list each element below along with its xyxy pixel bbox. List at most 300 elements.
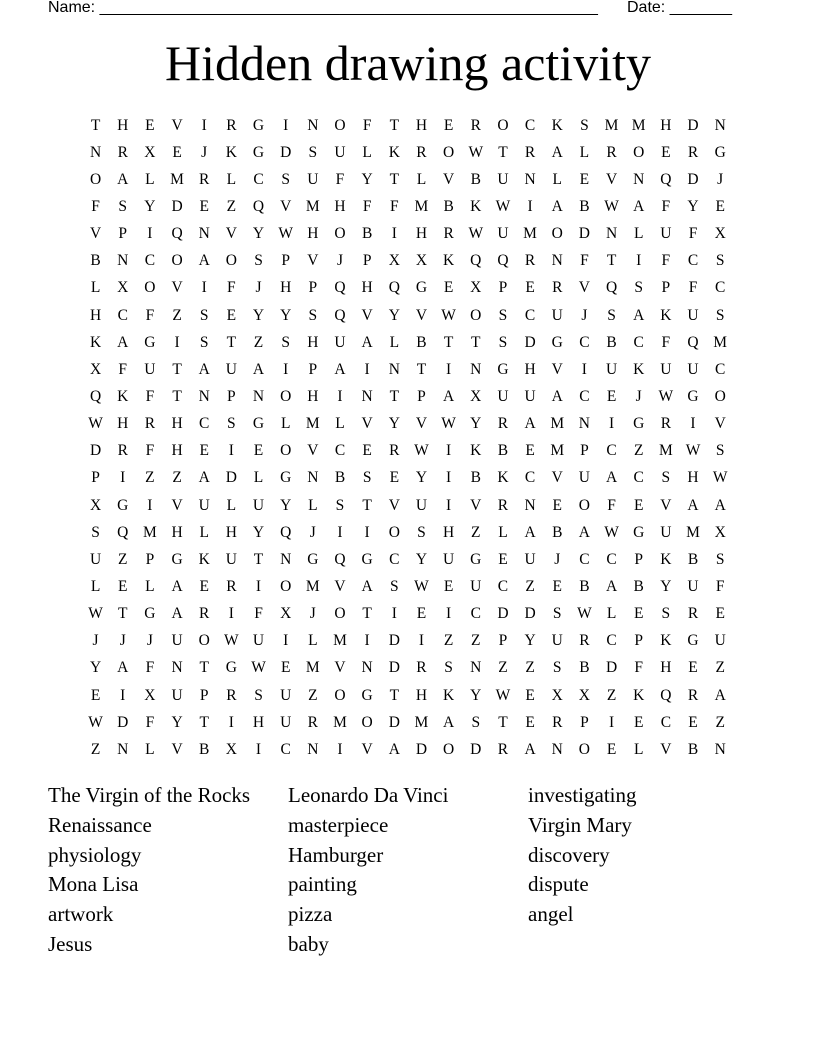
grid-letter: E: [525, 686, 535, 704]
grid-letter: E: [362, 442, 372, 460]
grid-letter: O: [361, 713, 373, 731]
grid-letter: I: [120, 686, 126, 704]
grid-letter: T: [253, 550, 264, 568]
grid-letter: K: [633, 360, 645, 378]
grid-letter: C: [389, 550, 400, 568]
grid-letter: K: [660, 550, 672, 568]
grid-letter: W: [712, 469, 728, 487]
grid-letter: S: [715, 252, 725, 270]
grid-letter: I: [527, 197, 533, 215]
grid-letter: Z: [253, 333, 264, 351]
grid-letter: T: [498, 143, 508, 161]
grid-letter: U: [714, 632, 726, 650]
grid-letter: O: [578, 496, 590, 514]
grid-letter: F: [634, 659, 644, 677]
grid-letter: U: [307, 170, 319, 188]
grid-letter: Y: [361, 170, 373, 188]
grid-letter: C: [524, 306, 536, 324]
grid-letter: I: [283, 632, 289, 650]
grid-letter: X: [551, 686, 563, 704]
grid-letter: U: [144, 360, 156, 378]
grid-letter: I: [446, 360, 452, 378]
grid-letter: O: [225, 252, 237, 270]
grid-letter: W: [495, 197, 511, 215]
grid-letter: N: [198, 387, 210, 405]
grid-letter: E: [199, 442, 209, 460]
grid-letter: N: [605, 225, 618, 243]
grid-letter: H: [117, 116, 129, 134]
word-list-item: dispute: [528, 872, 589, 897]
grid-letter: A: [198, 252, 210, 270]
grid-letter: R: [199, 170, 210, 188]
grid-letter: A: [361, 577, 373, 595]
grid-letter: U: [687, 360, 699, 378]
grid-letter: H: [334, 197, 346, 215]
grid-letter: Q: [334, 306, 346, 324]
grid-letter: P: [634, 632, 644, 650]
grid-letter: L: [226, 496, 237, 514]
grid-letter: G: [225, 659, 237, 677]
grid-letter: R: [524, 143, 536, 161]
grid-letter: M: [713, 333, 728, 351]
grid-letter: Q: [252, 197, 265, 215]
grid-letter: X: [89, 496, 102, 514]
grid-letter: R: [552, 713, 563, 731]
word-search-grid: [82, 112, 734, 763]
grid-letter: E: [633, 605, 644, 623]
grid-letter: V: [171, 279, 183, 297]
word-list-item: The Virgin of the Rocks: [48, 783, 251, 807]
grid-letter: K: [660, 632, 672, 650]
grid-letter: B: [579, 659, 590, 677]
grid-letter: S: [552, 605, 562, 623]
grid-letter: O: [633, 143, 645, 161]
grid-letter: F: [118, 360, 128, 378]
grid-letter: C: [715, 279, 726, 297]
grid-letter: C: [524, 469, 536, 487]
grid-letter: G: [497, 360, 509, 378]
grid-letter: S: [227, 415, 236, 433]
grid-letter: W: [278, 225, 293, 243]
grid-letter: E: [606, 740, 617, 758]
grid-letter: J: [554, 550, 561, 568]
grid-letter: W: [658, 387, 674, 405]
grid-letter: A: [388, 740, 400, 758]
grid-letter: Y: [470, 415, 482, 433]
grid-letter: E: [253, 442, 264, 460]
grid-letter: P: [362, 252, 372, 270]
grid-letter: P: [308, 360, 318, 378]
grid-letter: G: [361, 686, 373, 704]
grid-letter: V: [415, 415, 428, 433]
grid-letter: F: [145, 387, 155, 405]
grid-letter: H: [280, 279, 292, 297]
grid-letter: I: [446, 496, 452, 514]
grid-letter: E: [552, 577, 562, 595]
grid-letter: Z: [471, 523, 481, 541]
grid-letter: Z: [118, 550, 128, 568]
grid-letter: A: [334, 360, 346, 378]
grid-letter: A: [198, 360, 210, 378]
grid-letter: S: [661, 469, 671, 487]
grid-letter: M: [305, 659, 320, 677]
grid-letter: O: [144, 279, 156, 297]
grid-letter: U: [415, 496, 428, 514]
grid-letter: F: [227, 279, 236, 297]
grid-letter: G: [687, 632, 699, 650]
grid-letter: M: [414, 713, 429, 731]
grid-letter: N: [524, 170, 536, 188]
grid-letter: N: [171, 659, 183, 677]
grid-letter: L: [416, 170, 427, 188]
grid-letter: G: [117, 496, 129, 514]
grid-letter: H: [660, 116, 672, 134]
name-field-label: Name: ________________________________________________________: [48, 0, 598, 16]
grid-letter: I: [337, 523, 343, 541]
grid-letter: X: [714, 225, 726, 243]
grid-letter: P: [199, 686, 209, 704]
grid-letter: O: [578, 740, 590, 758]
grid-letter: T: [389, 387, 400, 405]
grid-letter: U: [660, 360, 672, 378]
grid-letter: D: [171, 197, 183, 215]
grid-letter: L: [90, 577, 101, 595]
grid-letter: G: [415, 279, 428, 297]
grid-letter: T: [199, 659, 209, 677]
grid-letter: O: [89, 170, 102, 188]
grid-letter: F: [145, 713, 155, 731]
grid-letter: B: [606, 333, 617, 351]
grid-letter: U: [280, 686, 292, 704]
grid-letter: C: [144, 252, 156, 270]
grid-letter: J: [201, 143, 208, 161]
grid-letter: M: [631, 116, 646, 134]
grid-letter: Q: [334, 550, 346, 568]
grid-letter: V: [307, 442, 319, 460]
grid-letter: T: [606, 252, 617, 270]
grid-letter: F: [362, 116, 372, 134]
grid-letter: M: [333, 632, 347, 650]
grid-letter: S: [335, 496, 345, 514]
grid-letter: N: [280, 550, 292, 568]
grid-letter: B: [470, 170, 481, 188]
grid-letter: M: [305, 415, 320, 433]
grid-letter: S: [715, 306, 725, 324]
grid-letter: O: [280, 387, 292, 405]
grid-letter: T: [172, 360, 182, 378]
grid-letter: E: [199, 197, 209, 215]
grid-letter: J: [119, 632, 126, 650]
grid-letter: H: [225, 523, 237, 541]
grid-letter: A: [361, 333, 373, 351]
grid-letter: R: [226, 116, 237, 134]
grid-letter: L: [633, 225, 644, 243]
grid-letter: F: [607, 496, 616, 514]
grid-letter: U: [497, 225, 509, 243]
grid-letter: Y: [415, 469, 428, 487]
grid-letter: A: [551, 197, 563, 215]
grid-letter: T: [199, 713, 209, 731]
grid-letter: D: [388, 713, 400, 731]
grid-letter: N: [633, 170, 645, 188]
grid-letter: B: [443, 197, 454, 215]
grid-letter: D: [89, 442, 102, 460]
grid-letter: T: [389, 686, 400, 704]
grid-letter: C: [606, 632, 617, 650]
grid-letter: H: [307, 387, 319, 405]
grid-letter: Y: [687, 197, 699, 215]
grid-letter: M: [604, 116, 619, 134]
grid-letter: C: [199, 415, 210, 433]
grid-letter: D: [687, 170, 699, 188]
grid-letter: M: [658, 442, 673, 460]
grid-letter: O: [443, 740, 455, 758]
grid-letter: M: [333, 713, 347, 731]
grid-letter: I: [283, 116, 289, 134]
grid-letter: S: [118, 197, 128, 215]
grid-letter: I: [364, 523, 370, 541]
grid-letter: F: [661, 252, 671, 270]
grid-letter: L: [199, 523, 209, 541]
grid-letter: T: [443, 333, 454, 351]
grid-letter: I: [608, 713, 615, 731]
grid-letter: Y: [280, 306, 292, 324]
grid-letter: Q: [470, 252, 482, 270]
grid-letter: S: [634, 279, 644, 297]
grid-letter: N: [470, 659, 482, 677]
grid-letter: V: [171, 496, 183, 514]
grid-letter: R: [443, 225, 454, 243]
grid-letter: R: [687, 686, 699, 704]
grid-letter: C: [497, 577, 509, 595]
grid-letter: A: [551, 387, 563, 405]
grid-letter: V: [171, 116, 183, 134]
grid-letter: H: [171, 442, 183, 460]
grid-letter: R: [687, 143, 699, 161]
grid-letter: G: [252, 116, 265, 134]
grid-letter: D: [497, 605, 509, 623]
grid-letter: Q: [89, 387, 102, 405]
grid-letter: E: [199, 577, 209, 595]
grid-letter: D: [225, 469, 237, 487]
grid-letter: Y: [171, 713, 183, 731]
grid-letter: L: [308, 496, 318, 514]
grid-letter: W: [414, 577, 429, 595]
grid-letter: U: [687, 577, 699, 595]
grid-letter: T: [471, 333, 481, 351]
grid-letter: Y: [89, 659, 102, 677]
grid-letter: P: [580, 442, 589, 460]
grid-letter: S: [199, 306, 209, 324]
grid-letter: C: [633, 469, 644, 487]
grid-letter: E: [90, 686, 101, 704]
grid-letter: A: [714, 686, 726, 704]
grid-letter: A: [171, 577, 183, 595]
grid-letter: D: [280, 143, 292, 161]
grid-letter: S: [444, 659, 453, 677]
grid-letter: H: [171, 415, 183, 433]
grid-letter: A: [524, 415, 536, 433]
grid-letter: S: [199, 333, 209, 351]
grid-letter: A: [117, 659, 129, 677]
grid-letter: A: [633, 197, 645, 215]
grid-letter: H: [89, 306, 102, 324]
grid-letter: V: [280, 197, 292, 215]
grid-letter: H: [415, 225, 428, 243]
grid-letter: H: [443, 523, 455, 541]
grid-letter: W: [468, 143, 484, 161]
grid-letter: U: [225, 360, 237, 378]
grid-letter: X: [117, 279, 129, 297]
grid-letter: E: [579, 170, 590, 188]
grid-letter: Z: [525, 577, 535, 595]
grid-letter: U: [225, 550, 237, 568]
grid-letter: I: [283, 360, 289, 378]
grid-letter: N: [714, 116, 726, 134]
word-list-item: investigating: [528, 783, 637, 807]
grid-letter: R: [687, 605, 699, 623]
worksheet-header: [48, 0, 748, 20]
grid-letter: X: [415, 252, 428, 270]
grid-letter: R: [226, 577, 237, 595]
grid-letter: S: [362, 469, 372, 487]
grid-letter: R: [144, 415, 156, 433]
word-list-item: pizza: [288, 902, 333, 927]
grid-letter: C: [579, 387, 590, 405]
grid-letter: W: [224, 632, 239, 650]
grid-letter: X: [225, 740, 237, 758]
grid-letter: Q: [388, 279, 400, 297]
grid-letter: V: [361, 740, 373, 758]
grid-letter: T: [389, 170, 400, 188]
grid-letter: P: [580, 713, 589, 731]
grid-letter: N: [578, 415, 590, 433]
grid-letter: N: [361, 659, 373, 677]
grid-letter: Y: [252, 225, 265, 243]
grid-letter: T: [118, 605, 128, 623]
grid-letter: I: [636, 252, 642, 270]
grid-letter: K: [470, 197, 482, 215]
grid-letter: N: [551, 252, 563, 270]
grid-letter: V: [334, 577, 346, 595]
grid-letter: D: [388, 632, 400, 650]
grid-letter: E: [688, 659, 698, 677]
grid-letter: S: [607, 306, 616, 324]
grid-letter: E: [226, 306, 237, 324]
grid-letter: K: [198, 550, 210, 568]
grid-letter: S: [471, 713, 481, 731]
grid-letter: I: [581, 360, 587, 378]
word-list-item: angel: [528, 902, 574, 927]
grid-letter: G: [252, 415, 265, 433]
grid-letter: R: [497, 740, 509, 758]
grid-letter: A: [443, 713, 455, 731]
grid-letter: U: [605, 360, 618, 378]
grid-letter: R: [470, 116, 481, 134]
grid-letter: U: [551, 306, 563, 324]
grid-letter: I: [337, 387, 343, 405]
grid-letter: W: [577, 605, 592, 623]
grid-letter: Z: [172, 306, 182, 324]
grid-letter: O: [334, 686, 346, 704]
grid-letter: G: [714, 143, 726, 161]
grid-letter: L: [226, 170, 237, 188]
grid-letter: U: [198, 496, 210, 514]
grid-letter: Y: [388, 306, 400, 324]
grid-letter: Y: [415, 550, 428, 568]
grid-letter: L: [335, 415, 345, 433]
grid-letter: B: [199, 740, 210, 758]
grid-letter: L: [90, 279, 101, 297]
grid-letter: E: [525, 713, 535, 731]
grid-letter: C: [470, 605, 481, 623]
word-list-item: painting: [288, 872, 357, 897]
grid-letter: D: [578, 225, 590, 243]
grid-letter: L: [145, 170, 155, 188]
grid-letter: Q: [605, 279, 618, 297]
word-list: [48, 781, 768, 960]
grid-letter: I: [201, 279, 207, 297]
grid-letter: D: [117, 713, 129, 731]
grid-letter: S: [580, 116, 589, 134]
grid-letter: A: [605, 469, 618, 487]
grid-letter: K: [388, 143, 400, 161]
grid-letter: A: [443, 387, 455, 405]
grid-letter: O: [443, 143, 455, 161]
grid-letter: E: [661, 143, 671, 161]
word-list-item: physiology: [48, 842, 142, 867]
grid-letter: S: [715, 550, 725, 568]
grid-letter: K: [225, 143, 237, 161]
grid-letter: J: [336, 252, 343, 270]
grid-letter: N: [361, 387, 373, 405]
grid-letter: C: [334, 442, 346, 460]
grid-letter: W: [251, 659, 266, 677]
grid-letter: F: [145, 442, 155, 460]
grid-letter: U: [578, 469, 590, 487]
grid-letter: I: [147, 225, 153, 243]
grid-letter: J: [717, 170, 724, 188]
grid-letter: A: [578, 523, 590, 541]
grid-letter: I: [364, 632, 370, 650]
grid-letter: C: [253, 170, 264, 188]
grid-letter: G: [687, 387, 699, 405]
grid-letter: J: [146, 632, 153, 650]
grid-letter: L: [606, 605, 617, 623]
grid-letter: E: [688, 713, 698, 731]
grid-letter: R: [497, 415, 509, 433]
grid-letter: Z: [606, 686, 617, 704]
grid-letter: T: [90, 116, 101, 134]
grid-letter: A: [171, 605, 183, 623]
grid-letter: V: [443, 170, 455, 188]
grid-letter: B: [579, 577, 590, 595]
grid-letter: M: [305, 577, 320, 595]
grid-letter: I: [418, 632, 425, 650]
grid-letter: G: [280, 469, 292, 487]
grid-letter: L: [253, 469, 264, 487]
grid-letter: O: [198, 632, 210, 650]
grid-letter: M: [523, 225, 537, 243]
grid-letter: E: [525, 279, 535, 297]
grid-letter: J: [309, 523, 316, 541]
grid-letter: C: [687, 252, 699, 270]
grid-letter: S: [254, 252, 263, 270]
grid-letter: G: [144, 605, 156, 623]
grid-letter: E: [172, 143, 182, 161]
grid-letter: I: [446, 469, 452, 487]
grid-letter: N: [252, 387, 265, 405]
